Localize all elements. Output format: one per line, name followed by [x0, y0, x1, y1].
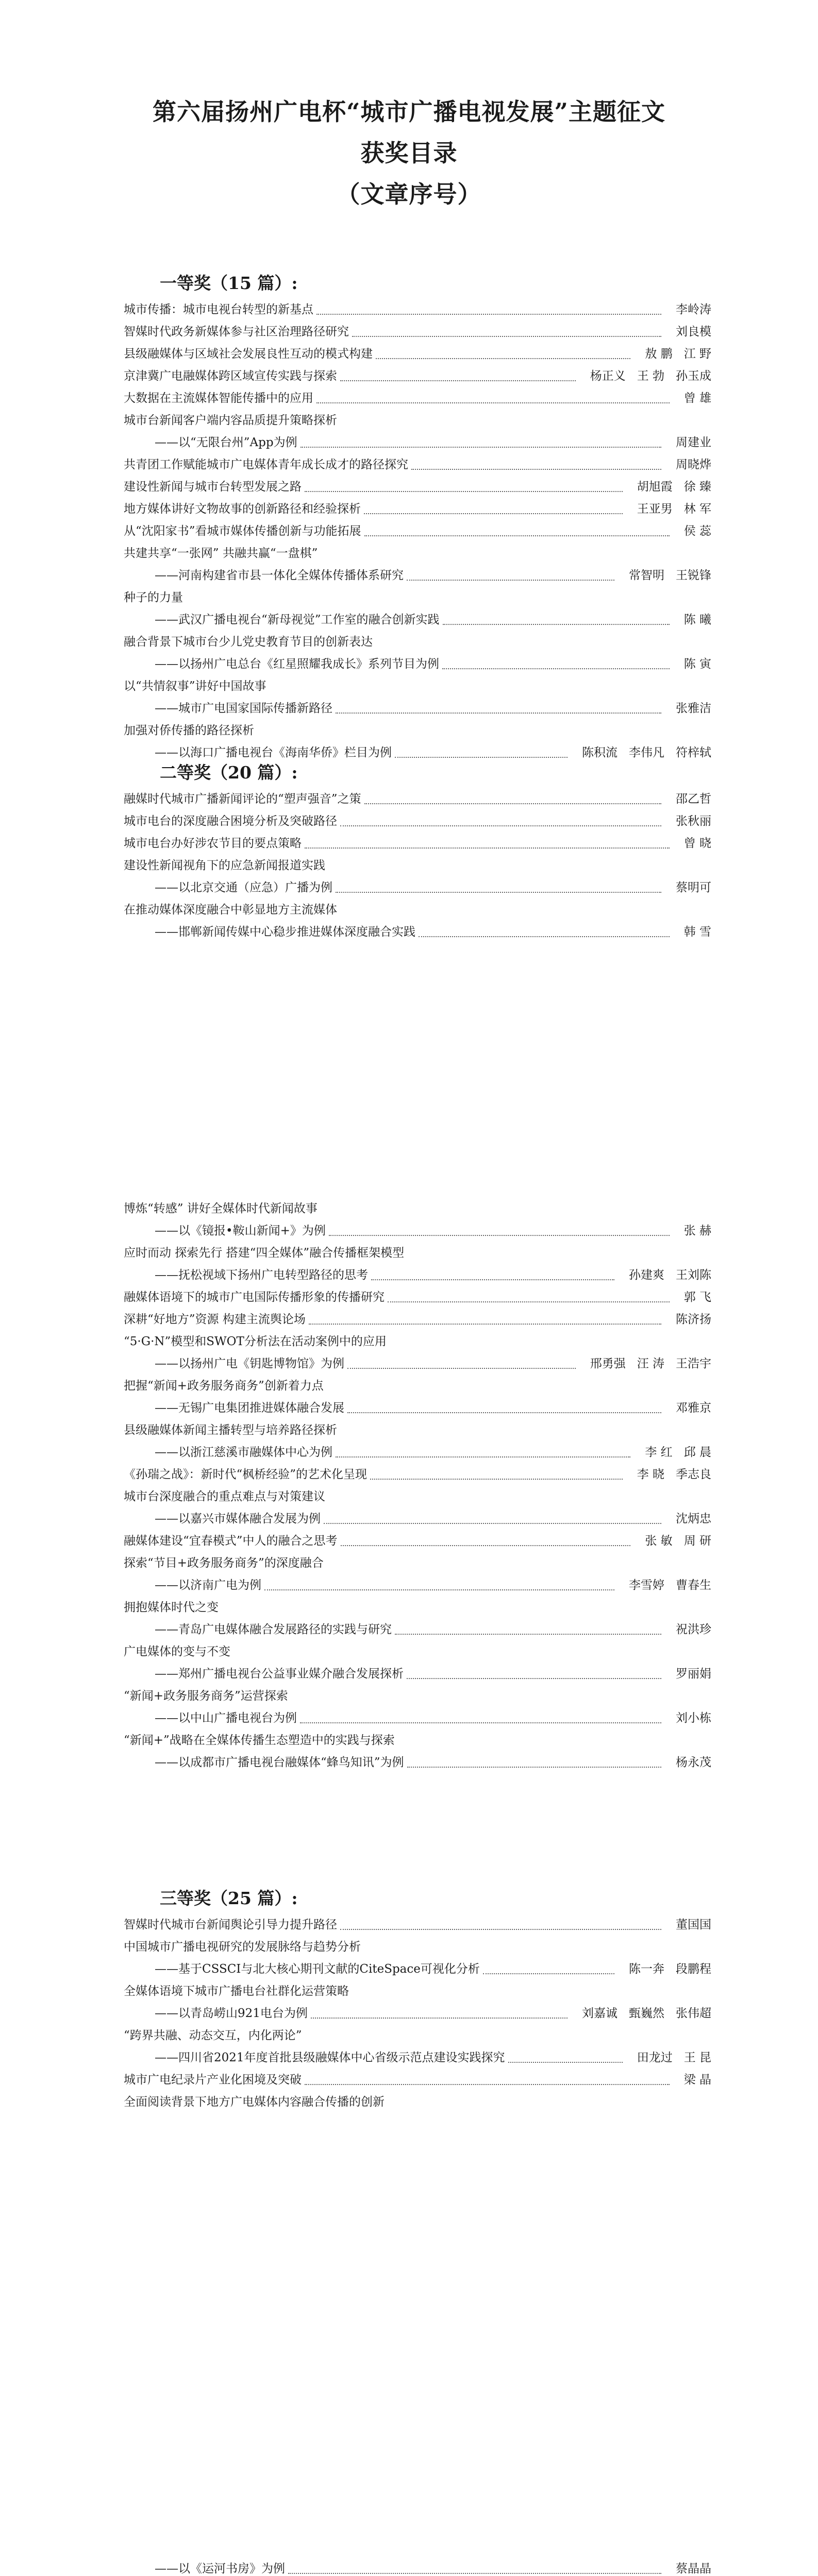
entry-authors [664, 454, 711, 476]
entry-authors [579, 1353, 711, 1375]
entry-authors [617, 1574, 711, 1597]
entry-title: 县级融媒体新闻主播转型与培养路径探析 [124, 1423, 337, 1437]
entry-authors [673, 609, 711, 631]
entry-title: ——青岛广电媒体融合发展路径的实践与研究 [155, 1623, 392, 1636]
dot-leader [442, 668, 670, 669]
entry-row [124, 1198, 711, 1220]
author-name: 敖 鹏 [645, 347, 673, 361]
first-prize-section [124, 268, 711, 764]
entry-row [124, 387, 711, 410]
entry-row [124, 1980, 711, 2003]
entry-authors [617, 1958, 711, 1980]
entry-title: 共建共享“一张网” 共融共赢“一盘棋” [124, 547, 318, 560]
dot-leader [305, 491, 623, 492]
entry-row [124, 1730, 711, 1752]
entry-row [124, 1419, 711, 1442]
entry-row [124, 299, 711, 321]
author-name: 王 昆 [683, 2051, 711, 2064]
entry-authors [664, 1707, 711, 1730]
entry-authors [664, 1397, 711, 1419]
entry-authors [633, 343, 711, 365]
entry-row [124, 1685, 711, 1707]
entry-authors [673, 1220, 711, 1242]
entry-authors [664, 1914, 711, 1936]
entry-row [124, 565, 711, 587]
third-prize-section-continued [124, 2558, 711, 2576]
dot-leader [340, 1929, 661, 1930]
author-name: 李 晓 [637, 1468, 664, 1481]
entry-title: 县级融媒体与区域社会发展良性互动的模式构建 [124, 347, 373, 361]
author-name: 邱 晨 [683, 1446, 711, 1459]
entry-authors [579, 365, 711, 387]
author-name: 张 赫 [683, 1224, 711, 1238]
entry-row [124, 454, 711, 476]
entry-row [124, 2069, 711, 2091]
entry-title: 城市电台的深度融合困境分析及突破路径 [124, 815, 337, 828]
entry-row [124, 2047, 711, 2069]
author-name: 邓雅京 [676, 1401, 711, 1415]
entry-title: ——城市广电国家国际传播新路径 [155, 702, 332, 715]
author-name: 董国国 [676, 1918, 711, 1931]
entry-row [124, 899, 711, 921]
dot-leader [329, 1235, 670, 1236]
author-name: 韩 雪 [683, 925, 711, 939]
entry-title: ——以中山广播电视台为例 [155, 1711, 297, 1725]
dot-leader [364, 803, 661, 804]
author-name: 陈济扬 [676, 1313, 711, 1326]
dot-leader [305, 2084, 670, 2085]
dot-leader [324, 1523, 661, 1524]
entry-row [124, 1331, 711, 1353]
dot-leader [364, 513, 623, 514]
first-prize-list [124, 299, 711, 764]
entry-title: 拥抱媒体时代之变 [124, 1601, 219, 1614]
entry-row [124, 1552, 711, 1574]
entry-row [124, 587, 711, 609]
entry-title: ——以《镜报•鞍山新闻+》为例 [155, 1224, 326, 1238]
dot-leader [316, 314, 661, 315]
author-name: 曾 晓 [683, 837, 711, 850]
entry-row [124, 476, 711, 498]
entry-title: ——无锡广电集团推进媒体融合发展 [155, 1401, 344, 1415]
entry-authors [626, 476, 711, 498]
dot-leader [316, 402, 670, 403]
entry-title: 在推动媒体深度融合中彰显地方主流媒体 [124, 903, 337, 917]
entry-title: 博炼“转感” 讲好全媒体时代新闻故事 [124, 1202, 318, 1215]
entry-title: 京津冀广电融媒体跨区域宣传实践与探索 [124, 369, 337, 383]
entry-authors [626, 2047, 711, 2069]
entry-authors [664, 299, 711, 321]
document-title-line2: 获奖目录 [360, 139, 458, 167]
dot-leader [264, 1589, 614, 1590]
dot-leader [364, 535, 670, 536]
document-title: 第六届扬州广电杯“城市广播电视发展”主题征文 [153, 98, 665, 126]
author-name: 陈 寅 [683, 657, 711, 671]
document-subtitle: （文章序号） [336, 180, 482, 208]
entry-authors [633, 1442, 711, 1464]
entry-title: ——以扬州广电总台《红星照耀我成长》系列节目为例 [155, 657, 439, 671]
author-name: 陈一奔 [629, 1962, 664, 1976]
author-name: 李雪婷 [629, 1579, 664, 1592]
entry-title: 融媒体建设“宜春模式”中人的融合之思考 [124, 1534, 338, 1548]
entry-authors [673, 921, 711, 943]
entry-authors [673, 1286, 711, 1309]
entry-row [124, 1353, 711, 1375]
entry-row [124, 2003, 711, 2025]
entry-row [124, 365, 711, 387]
entry-row [124, 1286, 711, 1309]
entry-title: 加强对侨传播的路径探析 [124, 724, 254, 737]
author-name: 李伟凡 [629, 746, 664, 759]
entry-row [124, 653, 711, 675]
entry-row [124, 788, 711, 810]
entry-title: 建设性新闻视角下的应急新闻报道实践 [124, 859, 325, 872]
third-prize-section [124, 1883, 711, 2113]
entry-title: ——四川省2021年度首批县级融媒体中心省级示范点建设实践探究 [155, 2051, 505, 2064]
author-name: 邵乙哲 [676, 792, 711, 806]
dot-leader [419, 936, 670, 937]
entry-row [124, 1936, 711, 1958]
dot-leader [388, 1301, 670, 1302]
entry-row [124, 720, 711, 742]
author-name: 常智明 [629, 569, 664, 582]
author-name: 王 勃 [637, 369, 664, 383]
dot-leader [340, 380, 576, 381]
entry-title: 全面阅读背景下地方广电媒体内容融合传播的创新 [124, 2095, 385, 2109]
entry-row [124, 609, 711, 631]
author-name: 周 研 [683, 1534, 711, 1548]
entry-authors [626, 498, 711, 520]
entry-title: 融合背景下城市台少儿党史教育节目的创新表达 [124, 635, 373, 649]
author-name: 祝洪珍 [676, 1623, 711, 1636]
entry-title: 智媒时代城市台新闻舆论引导力提升路径 [124, 1918, 337, 1931]
entry-title: ——邯郸新闻传媒中心稳步推进媒体深度融合实践 [155, 925, 415, 939]
author-name: 陈积流 [582, 746, 617, 759]
dot-leader [483, 1973, 614, 1974]
dot-leader [341, 1545, 631, 1546]
entry-title: ——以《运河书房》为例 [155, 2562, 285, 2575]
entry-title: ——以成都市广播电视台融媒体“蜂鸟知讯”为例 [155, 1756, 404, 1769]
author-name: 陈 曦 [683, 613, 711, 626]
author-name: 胡旭霞 [637, 480, 673, 494]
author-name: 王刘陈 [676, 1268, 711, 1282]
entry-authors [664, 1663, 711, 1685]
entry-title: ——抚松视域下扬州广电转型路径的思考 [155, 1268, 368, 1282]
dot-leader [347, 1368, 576, 1369]
author-name: 刘小栋 [676, 1711, 711, 1725]
entry-authors [664, 1619, 711, 1641]
entry-row [124, 1619, 711, 1641]
entry-row [124, 1442, 711, 1464]
dot-leader [311, 2018, 567, 2019]
third-prize-list [124, 1914, 711, 2113]
second-prize-list-continued [124, 1198, 711, 1774]
author-name: 刘嘉诚 [582, 2007, 617, 2020]
entry-title: 中国城市广播电视研究的发展脉络与趋势分析 [124, 1940, 361, 1954]
entry-authors [664, 321, 711, 343]
entry-title: 建设性新闻与城市台转型发展之路 [124, 480, 302, 494]
author-name: 梁 晶 [683, 2073, 711, 2087]
author-name: 郭 飞 [683, 1291, 711, 1304]
entry-title: ——基于CSSCI与北大核心期刊文献的CiteSpace可视化分析 [155, 1962, 480, 1976]
entry-row [124, 1707, 711, 1730]
entry-authors [673, 520, 711, 543]
entry-row [124, 2091, 711, 2113]
entry-title: 融媒时代城市广播新闻评论的“塑声强音”之策 [124, 792, 361, 806]
entry-row [124, 810, 711, 833]
entry-title: 深耕“好地方”资源 构建主流舆论场 [124, 1313, 306, 1326]
entry-row [124, 1220, 711, 1242]
entry-title: 应时而动 探索先行 搭建“四全媒体”融合传播框架模型 [124, 1246, 405, 1260]
entry-title: ——以扬州广电《钥匙博物馆》为例 [155, 1357, 344, 1370]
author-name: 刘良模 [676, 325, 711, 338]
author-name: 侯 蕊 [683, 524, 711, 538]
author-name: 孙建爽 [629, 1268, 664, 1282]
entry-authors [664, 1309, 711, 1331]
entry-row [124, 1958, 711, 1980]
dot-leader [407, 580, 614, 581]
entry-row [124, 1641, 711, 1663]
entry-row [124, 1508, 711, 1530]
entry-row [124, 1242, 711, 1264]
entry-row [124, 543, 711, 565]
dot-leader [301, 447, 661, 448]
entry-authors [664, 877, 711, 899]
dot-leader [336, 1456, 630, 1458]
author-name: 邢勇强 [590, 1357, 626, 1370]
entry-title: 以“共情叙事”讲好中国故事 [124, 680, 266, 693]
entry-title: 城市广电纪录片产业化困境及突破 [124, 2073, 302, 2087]
author-name: 曾 雄 [683, 392, 711, 405]
entry-row [124, 1464, 711, 1486]
entry-title: “跨界共融、动态交互，内化两论” [124, 2029, 302, 2042]
entry-authors [664, 1752, 711, 1774]
entry-row [124, 498, 711, 520]
entry-authors [664, 788, 711, 810]
entry-title: “新闻+”战略在全媒体传播生态塑造中的实践与探索 [124, 1734, 395, 1747]
entry-title: ——以浙江慈溪市融媒体中心为例 [155, 1446, 332, 1459]
entry-authors [664, 698, 711, 720]
author-name: 王锐锋 [676, 569, 711, 582]
entry-authors [664, 1508, 711, 1530]
entry-row [124, 1264, 711, 1286]
dot-leader [407, 1767, 661, 1768]
dot-leader [336, 892, 661, 893]
second-prize-section-continued [124, 1198, 711, 1774]
entry-title: 广电媒体的变与不变 [124, 1645, 230, 1658]
dot-leader [370, 1479, 623, 1480]
second-prize-section [124, 757, 711, 943]
entry-authors [571, 2003, 711, 2025]
dot-leader [443, 624, 670, 625]
entry-title: 城市台新闻客户端内容品质提升策略探析 [124, 414, 337, 427]
entry-row [124, 520, 711, 543]
entry-row [124, 1375, 711, 1397]
entry-row [124, 1752, 711, 1774]
dot-leader [340, 825, 661, 826]
author-name: 杨正义 [590, 369, 626, 383]
entry-authors [664, 2558, 711, 2576]
entry-title: 融媒体语境下的城市广电国际传播形象的传播研究 [124, 1291, 385, 1304]
third-prize-list-continued [124, 2558, 711, 2576]
dot-leader [395, 1634, 661, 1635]
third-prize-heading: 三等奖（25 篇）: [160, 1888, 298, 1908]
entry-row [124, 1486, 711, 1508]
entry-title: 全媒体语境下城市广播电台社群化运营策略 [124, 1985, 349, 1998]
author-name: 江 野 [683, 347, 711, 361]
entry-row [124, 1574, 711, 1597]
entry-title: 大数据在主流媒体智能传播中的应用 [124, 392, 313, 405]
entry-title: “新闻+政务服务商务”运营探索 [124, 1689, 288, 1703]
dot-leader [411, 469, 661, 470]
entry-authors [617, 565, 711, 587]
author-name: 汪 涛 [637, 1357, 664, 1370]
entry-title: ——以“无限台州”App为例 [155, 436, 297, 449]
dot-leader [347, 1412, 661, 1413]
author-name: 沈炳忠 [676, 1512, 711, 1526]
second-prize-heading: 二等奖（20 篇）: [160, 762, 298, 783]
dot-leader [352, 336, 661, 337]
author-name: 符梓轼 [676, 746, 711, 759]
entry-authors [673, 387, 711, 410]
entry-title: 探索“节目+政务服务商务”的深度融合 [124, 1556, 324, 1570]
author-name: 李岭涛 [676, 303, 711, 316]
entry-title: 地方媒体讲好文物故事的创新路径和经验探析 [124, 502, 361, 516]
entry-title: 城市电台办好涉农节目的要点策略 [124, 837, 302, 850]
entry-row [124, 877, 711, 899]
entry-title: ——以海口广播电视台《海南华侨》栏目为例 [155, 746, 392, 759]
author-name: 徐 臻 [683, 480, 711, 494]
author-name: 王亚男 [637, 502, 673, 516]
entry-row [124, 855, 711, 877]
entry-row [124, 343, 711, 365]
entry-title: 智媒时代政务新媒体参与社区治理路径研究 [124, 325, 349, 338]
entry-title: “5·G·N”模型和SWOT分析法在活动案例中的应用 [124, 1335, 387, 1348]
entry-row [124, 432, 711, 454]
dot-leader [376, 358, 630, 359]
entry-title: 共青团工作赋能城市广电媒体青年成长成才的路径探究 [124, 458, 408, 471]
entry-row [124, 631, 711, 653]
entry-title: 种子的力量 [124, 591, 183, 604]
entry-authors [664, 432, 711, 454]
entry-authors [617, 1264, 711, 1286]
entry-authors [664, 810, 711, 833]
second-prize-list [124, 788, 711, 943]
entry-title: 把握“新闻+政务服务商务”创新着力点 [124, 1379, 324, 1393]
author-name: 王浩宇 [676, 1357, 711, 1370]
dot-leader [407, 1678, 661, 1679]
entry-authors [633, 1530, 711, 1552]
dot-leader [371, 1279, 614, 1280]
entry-title: ——郑州广播电视台公益事业媒介融合发展探析 [155, 1667, 404, 1681]
author-name: 罗丽娟 [676, 1667, 711, 1681]
entry-title: ——河南构建省市县一体化全媒体传播体系研究 [155, 569, 404, 582]
author-name: 蔡晶晶 [676, 2562, 711, 2575]
entry-title: ——以济南广电为例 [155, 1579, 261, 1592]
entry-row [124, 1309, 711, 1331]
entry-title: 从“沈阳家书”看城市媒体传播创新与功能拓展 [124, 524, 361, 538]
entry-title: ——武汉广播电视台“新母视觉”工作室的融合创新实践 [155, 613, 440, 626]
entry-authors [673, 833, 711, 855]
author-name: 段鹏程 [676, 1962, 711, 1976]
entry-row [124, 1530, 711, 1552]
entry-row [124, 321, 711, 343]
author-name: 李 红 [645, 1446, 673, 1459]
entry-row [124, 2025, 711, 2047]
entry-title: ——以北京交通（应急）广播为例 [155, 881, 332, 894]
author-name: 蔡明可 [676, 881, 711, 894]
entry-row [124, 833, 711, 855]
entry-authors [673, 2069, 711, 2091]
dot-leader [336, 713, 661, 714]
entry-row [124, 921, 711, 943]
author-name: 周建业 [676, 436, 711, 449]
entry-title: ——以青岛崂山921电台为例 [155, 2007, 308, 2020]
entry-title: 城市传播：城市电视台转型的新基点 [124, 303, 313, 316]
entry-row [124, 410, 711, 432]
entry-row [124, 1397, 711, 1419]
entry-authors [626, 1464, 711, 1486]
entry-title: 《孙瑞之战》：新时代“枫桥经验”的艺术化呈现 [124, 1468, 368, 1481]
entry-row [124, 698, 711, 720]
author-name: 张雅洁 [676, 702, 711, 715]
dot-leader [305, 848, 670, 849]
author-name: 田龙过 [637, 2051, 673, 2064]
author-name: 张伟超 [676, 2007, 711, 2020]
dot-leader [288, 2573, 661, 2574]
author-name: 周晓烨 [676, 458, 711, 471]
author-name: 杨永茂 [676, 1756, 711, 1769]
entry-row [124, 1663, 711, 1685]
author-name: 孙玉成 [676, 369, 711, 383]
author-name: 林 军 [683, 502, 711, 516]
dot-leader [300, 1722, 661, 1723]
entry-row [124, 2558, 711, 2576]
author-name: 甄巍然 [629, 2007, 664, 2020]
entry-row [124, 1914, 711, 1936]
entry-title: ——以嘉兴市媒体融合发展为例 [155, 1512, 321, 1526]
author-name: 曹春生 [676, 1579, 711, 1592]
entry-row [124, 1597, 711, 1619]
entry-title: 城市台深度融合的重点难点与对策建议 [124, 1490, 325, 1503]
dot-leader [309, 1324, 661, 1325]
author-name: 张 敏 [645, 1534, 673, 1548]
author-name: 张秋丽 [676, 815, 711, 828]
first-prize-heading: 一等奖（15 篇）: [160, 273, 298, 293]
author-name: 季志良 [676, 1468, 711, 1481]
dot-leader [508, 2062, 623, 2063]
entry-row [124, 675, 711, 698]
entry-authors [673, 653, 711, 675]
